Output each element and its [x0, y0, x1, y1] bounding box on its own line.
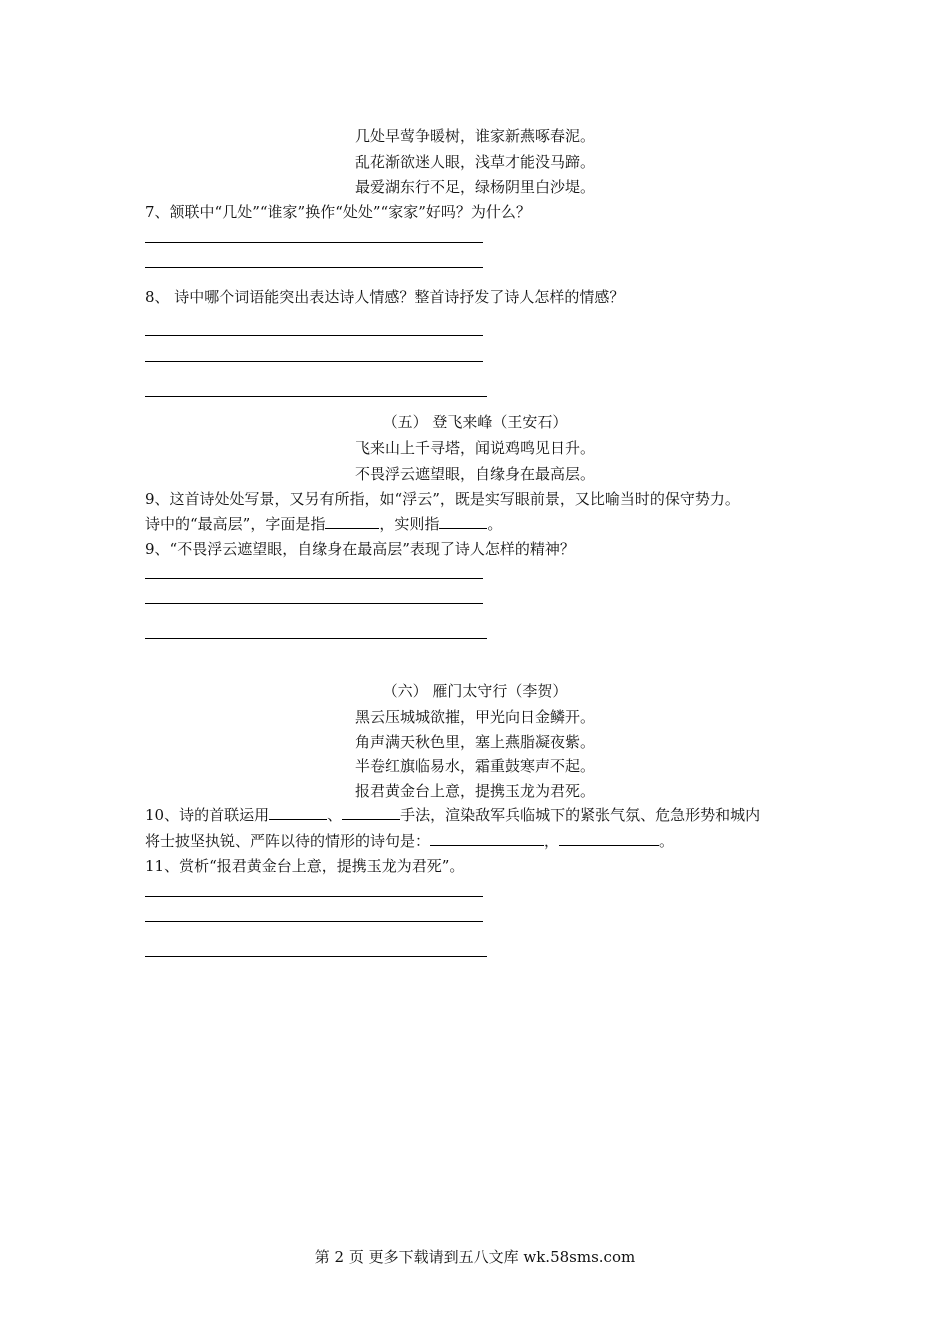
poem5-line-1: 飞来山上千寻塔，闻说鸡鸣见日升。	[354, 439, 595, 457]
answer-line[interactable]	[145, 267, 483, 268]
q10-sep: 、	[327, 806, 343, 824]
poem6-line-1: 黑云压城城欲摧，甲光向日金鳞开。	[354, 708, 595, 726]
fill-blank[interactable]	[342, 805, 400, 820]
poem6-line-2: 角声满天秋色里，塞上燕脂凝夜紫。	[354, 733, 595, 751]
answer-line[interactable]	[145, 956, 487, 957]
poem6-line-3: 半卷红旗临易水，霜重鼓寒声不起。	[354, 757, 595, 775]
q9a-text-3: 。	[487, 515, 503, 533]
q10-text-2: 手法，渲染敌军兵临城下的紧张气氛、危急形势和城内	[400, 806, 761, 824]
answer-line[interactable]	[145, 603, 483, 604]
poem5-line-2: 不畏浮云遮望眼，自缘身在最高层。	[354, 465, 595, 483]
question-8: 8、 诗中哪个词语能突出表达诗人情感？整首诗抒发了诗人怎样的情感？	[145, 288, 625, 306]
q10-end: 。	[659, 832, 675, 850]
answer-line[interactable]	[145, 242, 483, 243]
question-7: 7、颔联中“几处”“谁家”换作“处处”“家家”好吗？为什么？	[145, 203, 531, 221]
poem6-line-4: 报君黄金台上意，提携玉龙为君死。	[354, 782, 595, 800]
question-11: 11、赏析“报君黄金台上意，提携玉龙为君死”。	[145, 857, 465, 875]
fill-blank[interactable]	[269, 805, 327, 820]
page-footer: 第 2 页 更多下载请到五八文库 wk.58sms.com	[314, 1248, 636, 1266]
question-9a-line-2	[145, 514, 502, 534]
poem4-line-3: 最爱湖东行不足，绿杨阴里白沙堤。	[354, 178, 595, 196]
poem4-line-2: 乱花渐欲迷人眼，浅草才能没马蹄。	[354, 153, 595, 171]
fill-blank[interactable]	[559, 831, 659, 846]
fill-blank[interactable]	[430, 831, 544, 846]
q10-text-3: 将士披坚执锐、严阵以待的情形的诗句是：	[145, 832, 431, 850]
q9a-text-1: 诗中的“最高层”，字面是指	[145, 515, 326, 533]
fill-blank[interactable]	[325, 514, 379, 529]
q9a-text-2: ，实则指	[379, 515, 440, 533]
question-10-line-2	[145, 831, 674, 851]
poem4-line-1: 几处早莺争暖树，谁家新燕啄春泥。	[354, 127, 595, 145]
poem5-title: （五） 登飞来峰（王安石）	[382, 413, 568, 431]
answer-line[interactable]	[145, 396, 487, 397]
answer-line[interactable]	[145, 578, 483, 579]
question-9b: 9、“不畏浮云遮望眼，自缘身在最高层”表现了诗人怎样的精神？	[145, 540, 575, 558]
q10-text-1: 10、诗的首联运用	[145, 806, 270, 824]
poem6-title: （六） 雁门太守行（李贺）	[382, 682, 568, 700]
answer-line[interactable]	[145, 638, 487, 639]
answer-line[interactable]	[145, 896, 483, 897]
answer-line[interactable]	[145, 335, 483, 336]
answer-line[interactable]	[145, 361, 483, 362]
fill-blank[interactable]	[439, 514, 487, 529]
question-10-line-1	[145, 805, 760, 825]
question-9a-line-1: 9、这首诗处处写景，又另有所指，如“浮云”，既是实写眼前景，又比喻当时的保守势力。	[145, 490, 740, 508]
answer-line[interactable]	[145, 921, 483, 922]
q10-comma: ，	[544, 832, 560, 850]
